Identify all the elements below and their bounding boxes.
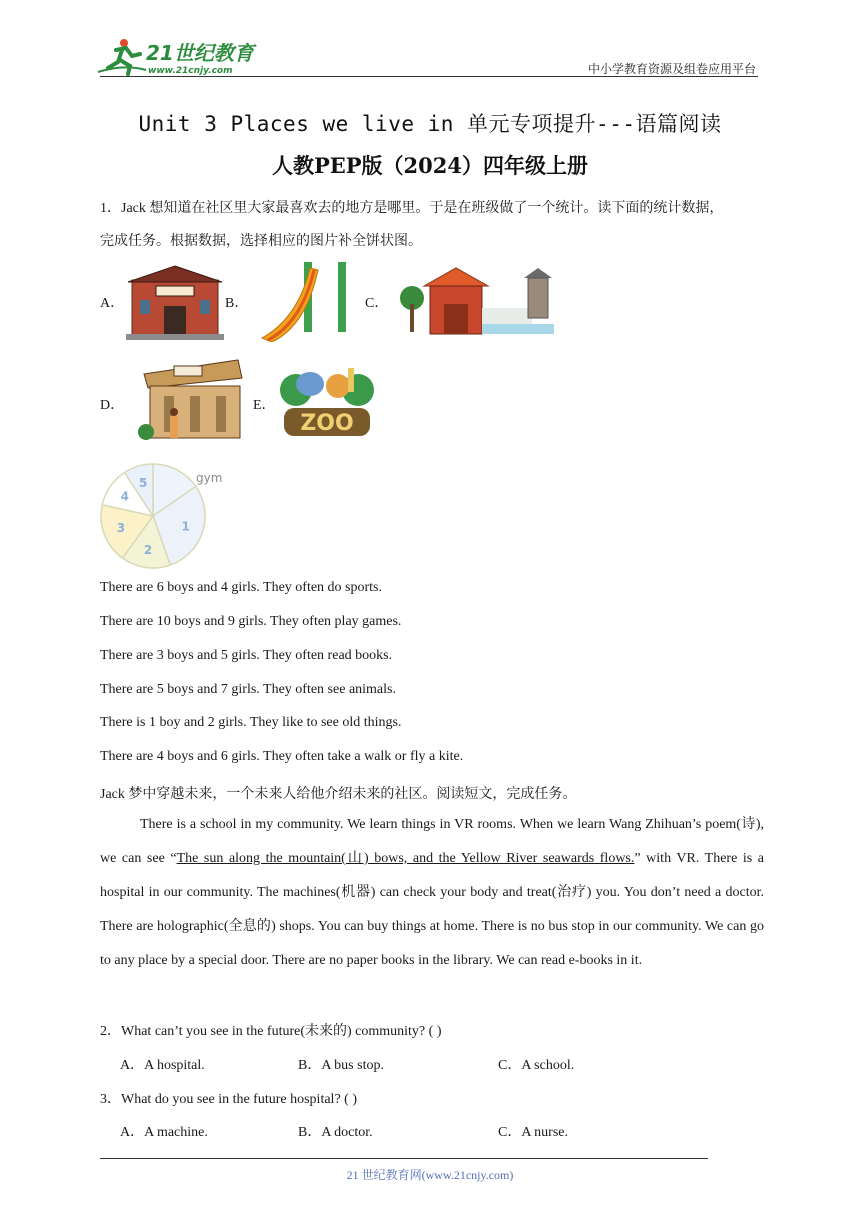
option-a-label: A． (100, 296, 125, 311)
pie-label-2: 2 (143, 542, 153, 557)
site-logo (94, 36, 264, 78)
q3-option-a[interactable]: A．A machine. (120, 1125, 208, 1140)
option-b-label: B． (225, 296, 249, 311)
pie-label-4: 4 (120, 489, 129, 504)
footer-link[interactable]: 21 世纪教育网(www.21cnjy.com) (346, 1168, 514, 1182)
pie-chart (96, 458, 236, 579)
footer-divider (100, 1158, 708, 1159)
stat-line-1: There are 6 boys and 4 girls. They often do sports. (100, 580, 383, 595)
playground-slide-icon (258, 258, 358, 347)
header-divider (100, 76, 758, 77)
pie-label-3: 3 (116, 521, 126, 536)
pie-label-5: 5 (139, 476, 148, 491)
pie-label-1: 1 (181, 519, 190, 534)
zoo-sign-icon (274, 362, 380, 445)
museum-building-icon (134, 358, 246, 449)
library-building-icon (126, 262, 224, 345)
page-subtitle: 人教PEP版（2024）四年级上册 (271, 153, 589, 178)
page-title: Unit 3 Places we live in 单元专项提升---语篇阅读 (138, 112, 722, 136)
q3-option-b[interactable]: B．A doctor. (298, 1125, 373, 1140)
q3-option-c[interactable]: C．A nurse. (498, 1125, 568, 1140)
passage-underlined-quote: The sun along the mountain(山) bows, and the Yellow River seawards flows. (176, 851, 635, 866)
logo-subtext: www.21cnjy.com (148, 66, 233, 76)
stat-line-6: There are 4 boys and 6 girls. They often take a walk or fly a kite. (100, 749, 464, 764)
q1-intro-line1: 1．Jack 想知道在社区里大家最喜欢去的地方是哪里。于是在班级做了一个统计。读下面的统计数据， (100, 201, 724, 216)
park-gate-icon (398, 264, 554, 341)
passage-paragraph (100, 808, 764, 978)
svg-text:ZOO: ZOO (300, 411, 354, 436)
pie-label-gym: gym (196, 471, 223, 485)
logo-text: 21世纪教育 (146, 41, 254, 65)
q2-option-c[interactable]: C．A school. (498, 1058, 575, 1073)
option-d-label: D． (100, 398, 125, 413)
stat-line-2: There are 10 boys and 9 girls. They often play games. (100, 614, 402, 629)
stat-line-4: There are 5 boys and 7 girls. They often see animals. (100, 682, 396, 697)
q1-intro-line2: 完成任务。根据数据，选择相应的图片补全饼状图。 (100, 234, 422, 249)
q2-option-a[interactable]: A．A hospital. (120, 1058, 205, 1073)
stat-line-5: There is 1 boy and 2 girls. They like to see old things. (100, 715, 402, 730)
option-e-label: E． (253, 398, 276, 413)
passage-text-1: There is a school in my community. We learn things in VR rooms. When we learn Wang Zhihuan’s poem(诗), we can see “ (100, 817, 764, 866)
option-c-label: C． (365, 296, 389, 311)
stat-line-3: There are 3 boys and 5 girls. They often read books. (100, 648, 393, 663)
passage-text-2: ” with VR. There is a hospital in our community. The machines(机器) can check your body and treat(治疗) you. You don’t need a doctor. There are holographic(全息的) shops. You can buy things at home. There is no bus stop in our community. We can go to any place by a special door. There are no paper books in the library. We can read e-books in it. (100, 851, 765, 968)
q2-question: 2．What can’t you see in the future(未来的) community? ( ) (100, 1024, 442, 1039)
passage-intro: Jack 梦中穿越未来，一个未来人给他介绍未来的社区。阅读短文，完成任务。 (100, 787, 577, 802)
q3-question: 3．What do you see in the future hospital? ( ) (100, 1092, 357, 1107)
q2-option-b[interactable]: B．A bus stop. (298, 1058, 384, 1073)
runner-logo-icon (98, 39, 146, 74)
header-platform-text: 中小学教育资源及组卷应用平台 (587, 62, 756, 76)
